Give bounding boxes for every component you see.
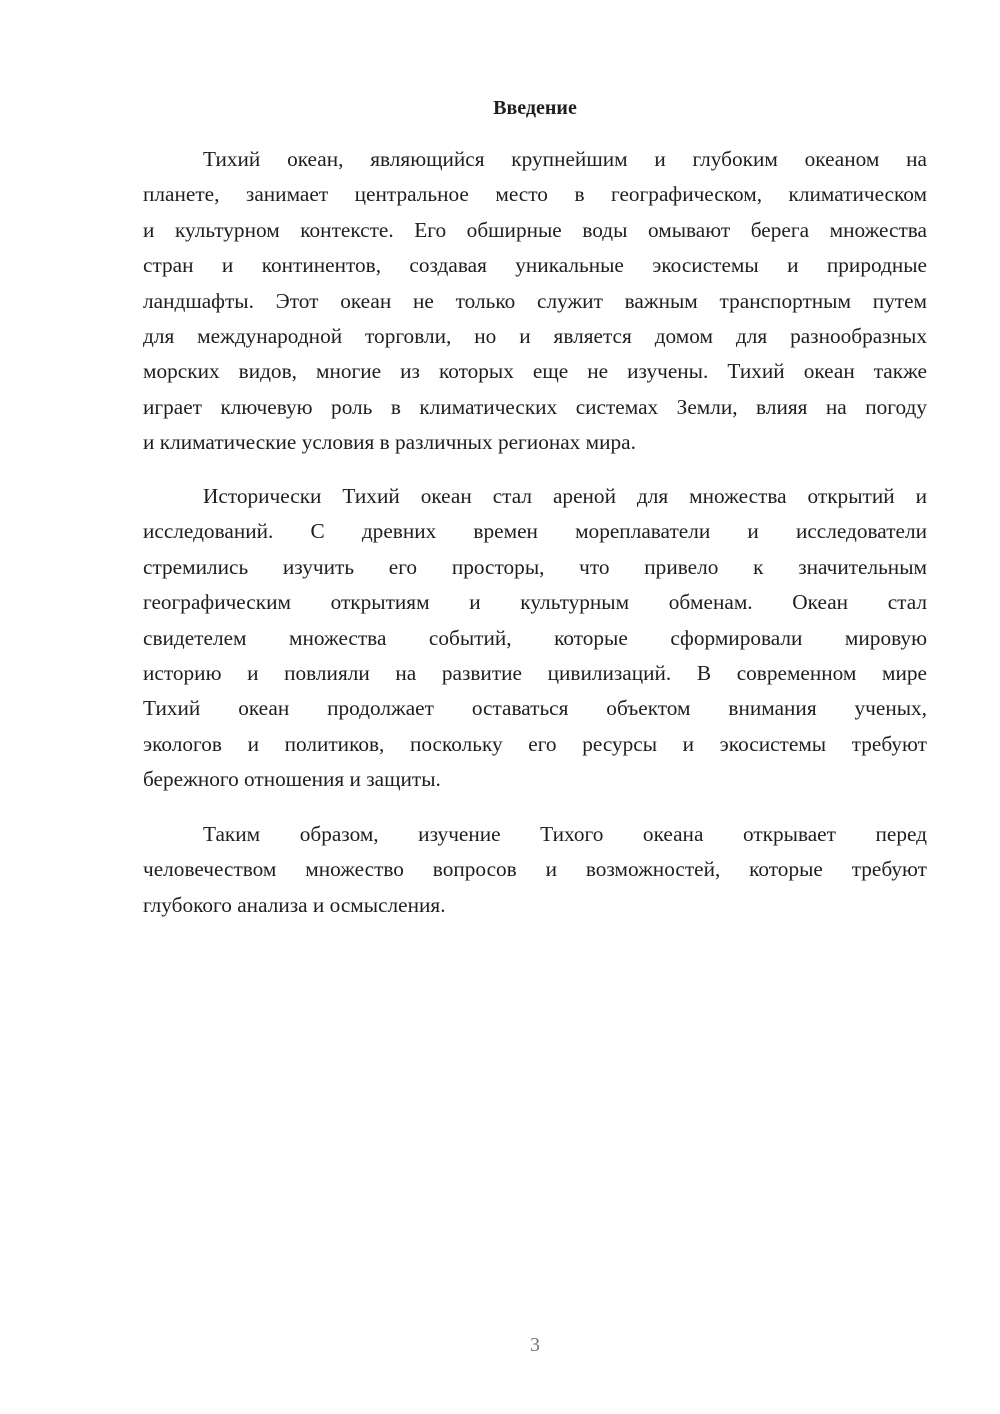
text-line: свидетелем множества событий, которые сформировали мировую [143,625,927,650]
text-line: бережного отношения и защиты. [143,767,441,792]
text-line: морских видов, многие из которых еще не изучены. Тихий океан также [143,359,927,384]
text-line: играет ключевую роль в климатических системах Земли, влияя на погоду [143,394,927,419]
text-line: планете, занимает центральное место в географическом, климатическом [143,182,927,207]
paragraph-1 [143,142,927,461]
text-line: исследований. С древних времен мореплаватели и исследователи [143,519,927,544]
text-line: и климатические условия в различных регионах мира. [143,430,636,455]
page-number: 3 [530,1334,540,1356]
text-line: экологов и политиков, поскольку его ресурсы и экосистемы требуют [143,731,927,756]
text-line: и культурном контексте. Его обширные воды омывают берега множества [143,217,927,242]
text-line: географическим открытиям и культурным обменам. Океан стал [143,590,927,615]
text-line: ландшафты. Этот океан не только служит важным транспортным путем [143,288,927,313]
text-line: для международной торговли, но и является домом для разнообразных [143,323,927,348]
text-line: стран и континентов, создавая уникальные экосистемы и природные [143,253,927,278]
text-line: Тихий океан продолжает оставаться объектом внимания ученых, [143,696,927,721]
text-line: глубокого анализа и осмысления. [143,892,446,917]
paragraph-2 [143,479,927,798]
text-line: Таким образом, изучение Тихого океана открывает перед [203,822,927,846]
text-line: историю и повлияли на развитие цивилизаций. В современном мире [143,660,927,685]
text-line: стремились изучить его просторы, что привело к значительным [143,554,927,579]
section-title: Введение [493,97,577,119]
text-line: Исторически Тихий океан стал ареной для множества открытий и [203,484,927,508]
text-line: человечеством множество вопросов и возможностей, которые требуют [143,857,927,882]
text-line: Тихий океан, являющийся крупнейшим и глубоким океаном на [203,147,927,171]
paragraph-3 [143,817,927,923]
